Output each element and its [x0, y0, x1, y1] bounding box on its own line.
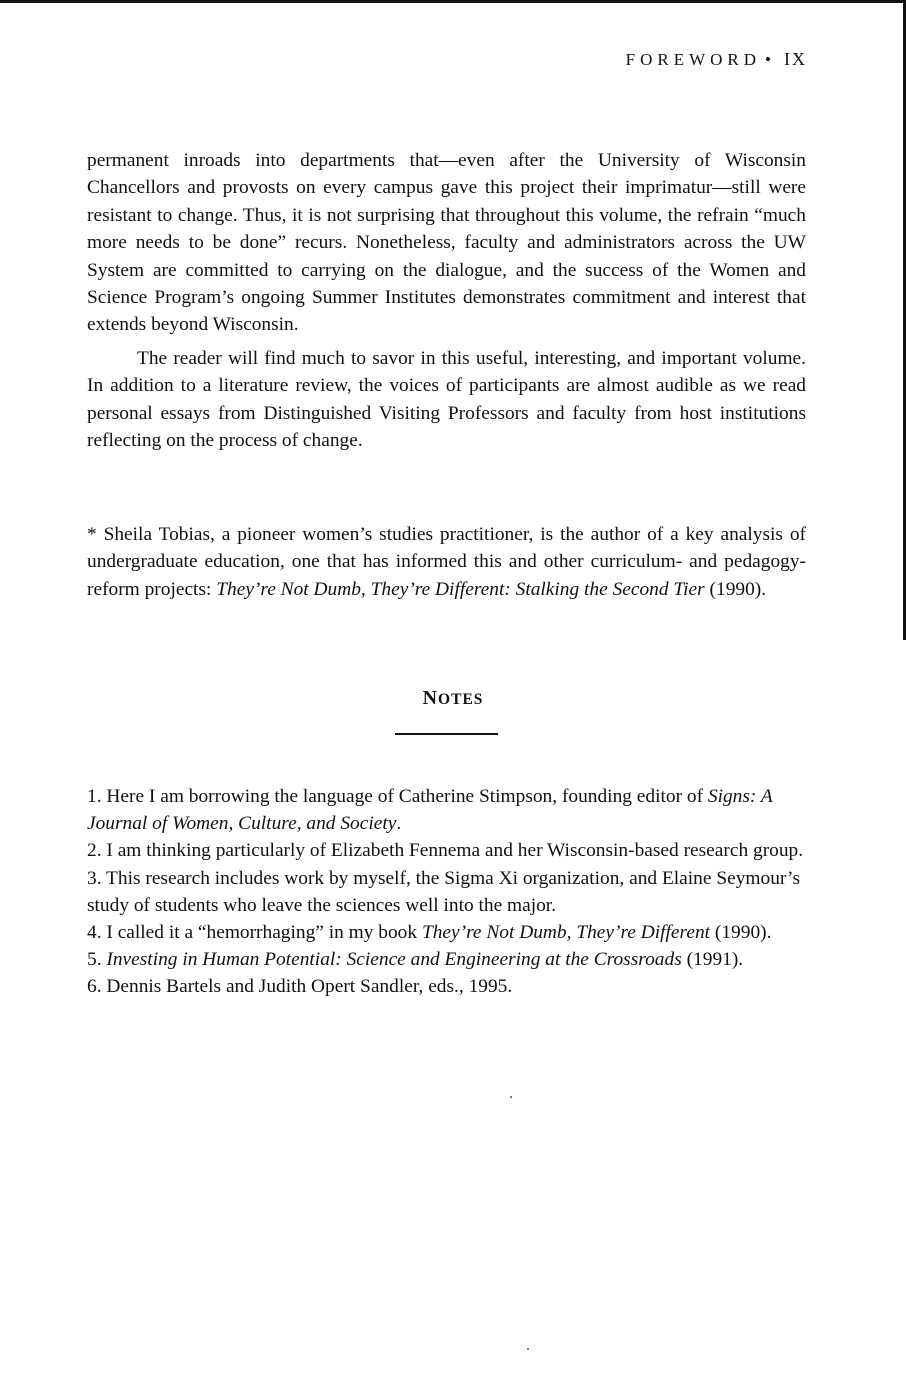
notes-heading-initial: N — [422, 687, 439, 709]
body-paragraph-1 — [87, 147, 806, 339]
note-item — [87, 783, 806, 837]
page-number: IX — [784, 49, 807, 69]
note-text-end: (1990). — [710, 922, 772, 944]
note-text-end: (1991). — [681, 949, 744, 971]
note-text: 1. Here I am borrowing the language of Catherine Stimpson, founding editor of — [87, 786, 708, 807]
author-footnote — [87, 521, 806, 603]
paragraph-text: permanent inroads into departments that—even after the University of Wisconsin Chancellors and provosts on every campus gave this project their imprimatur—still were resistant to change. Thus, it is not surprising that throughout this volume, the refrain “much more needs to be done” recurs. Nonetheless, faculty and administrators across the UW System are committed to carrying on the dialogue, and the success of the Women and Science Program’s ongoing Summer Institutes demonstrates commitment and interest that extends beyond Wisconsin. — [87, 150, 806, 336]
footnote-paragraph — [87, 521, 806, 603]
header-separator: • — [765, 50, 776, 69]
footnote-book-title: They’re Not Dumb, They’re Different: Stalking the Second Tier — [216, 578, 705, 600]
notes-heading-rest: OTES — [438, 691, 484, 708]
note-item — [87, 919, 806, 946]
scan-speck — [510, 1096, 512, 1098]
note-italic: Signs: A Journal of Women, Culture, and Society — [87, 786, 773, 835]
note-italic: They’re Not Dumb, They’re Different — [421, 922, 711, 944]
note-text: 3. This research includes work by myself, the Sigma Xi organization, and Elaine Seymour’s study of students who leave the sciences well into the major. — [87, 867, 800, 916]
note-italic: Investing in Human Potential: Science and Engineering at the Crossroads — [106, 949, 682, 971]
note-item — [87, 865, 806, 919]
notes-heading — [0, 687, 906, 710]
page-top-border — [0, 0, 906, 3]
notes-divider — [395, 733, 498, 735]
note-text: 6. Dennis Bartels and Judith Opert Sandler, eds., 1995. — [87, 976, 513, 998]
note-text: 2. I am thinking particularly of Elizabeth Fennema and her Wisconsin-based research group. — [87, 840, 804, 862]
note-item — [87, 946, 806, 973]
note-item — [87, 837, 806, 864]
footnote-year: (1990). — [704, 578, 767, 600]
body-paragraph-2 — [87, 345, 806, 455]
note-item — [87, 973, 806, 1000]
notes-list — [87, 783, 806, 1001]
running-header — [626, 49, 807, 70]
scan-speck — [527, 1348, 529, 1350]
note-text: 4. I called it a “hemorrhaging” in my book — [87, 922, 422, 944]
paragraph-text: The reader will find much to savor in this useful, interesting, and important volume. In addition to a literature review, the voices of participants are almost audible as we read personal essays from Distinguished Visiting Professors and faculty from host institutions reflecting on the process of change. — [87, 348, 806, 452]
running-title: FOREWORD — [625, 50, 762, 69]
note-text-end: . — [396, 813, 402, 835]
footnote-text: * Sheila Tobias, a pioneer women’s studies practitioner, is the author of a key analysis of undergraduate education, one that has informed this and other curriculum- and pedagogy-reform projects: — [87, 524, 806, 600]
note-text: 5. — [87, 949, 107, 971]
